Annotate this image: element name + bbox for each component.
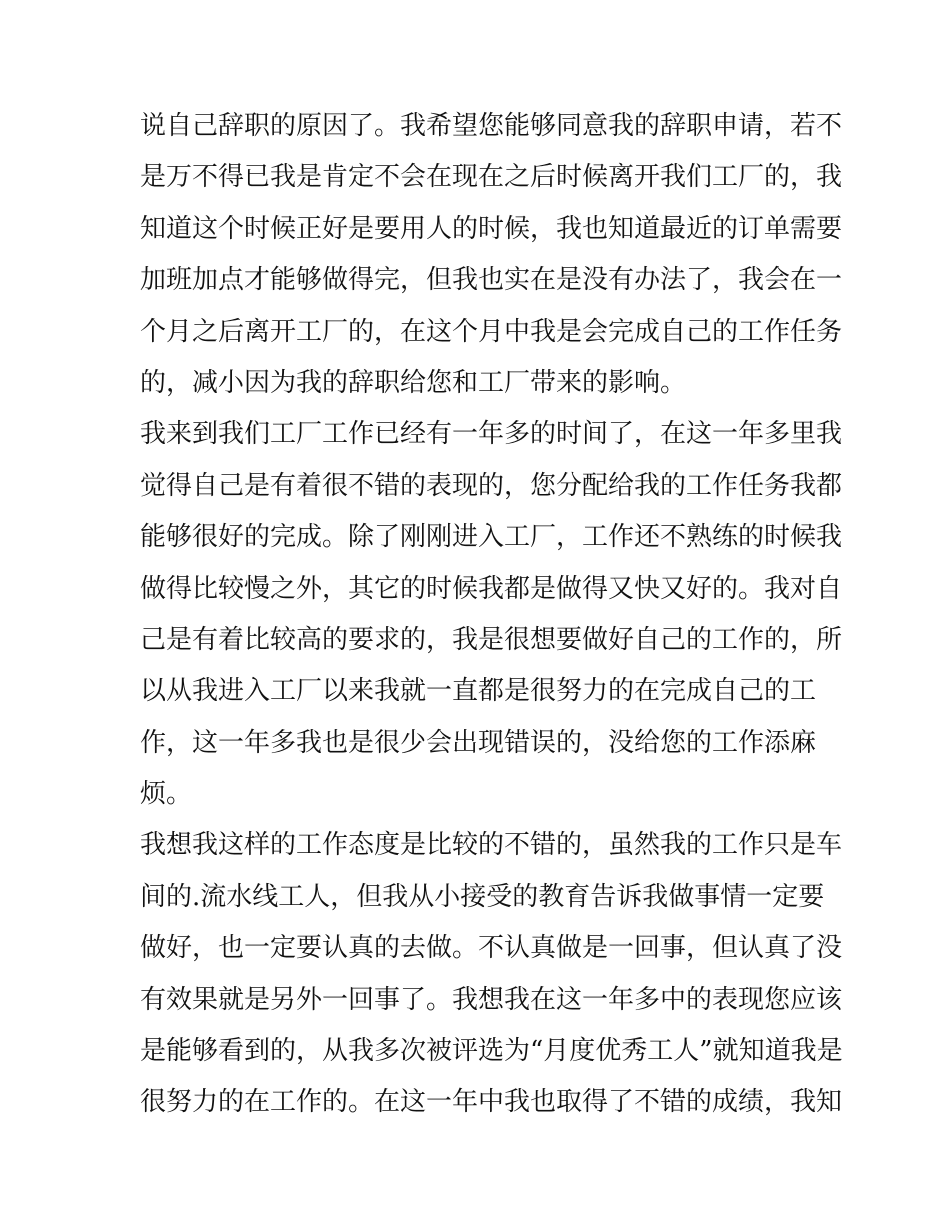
- text-line: 做得比较慢之外，其它的时候我都是做得又快又好的。我对自: [140, 573, 843, 604]
- text-line: 间的.流水线工人，但我从小接受的教育告诉我做事情一定要: [140, 881, 825, 912]
- text-line: 个月之后离开工厂的，在这个月中我是会完成自己的工作任务: [140, 316, 843, 347]
- text-line: 知道这个时候正好是要用人的时候，我也知道最近的订单需要: [140, 213, 843, 244]
- text-line: 我来到我们工厂工作已经有一年多的时间了，在这一年多里我: [140, 419, 843, 450]
- text-line: 有效果就是另外一回事了。我想我在这一年多中的表现您应该: [140, 984, 843, 1015]
- text-line: 己是有着比较高的要求的，我是很想要做好自己的工作的，所: [140, 624, 843, 655]
- text-line: 的，减小因为我的辞职给您和工厂带来的影响。: [140, 367, 687, 398]
- text-line: 是能够看到的，从我多次被评选为“月度优秀工人”就知道我是: [140, 1036, 843, 1067]
- body-text: [140, 101, 843, 1129]
- text-line: 以从我进入工厂以来我就一直都是很努力的在完成自己的工: [140, 676, 817, 707]
- text-line: 是万不得已我是肯定不会在现在之后时候离开我们工厂的，我: [140, 162, 843, 193]
- text-line: 觉得自己是有着很不错的表现的，您分配给我的工作任务我都: [140, 470, 843, 501]
- text-line: 作，这一年多我也是很少会出现错误的，没给您的工作添麻: [140, 727, 817, 758]
- text-line: 我想我这样的工作态度是比较的不错的，虽然我的工作只是车: [140, 830, 843, 861]
- text-line: 加班加点才能够做得完，但我也实在是没有办法了，我会在一: [140, 265, 843, 296]
- text-line: 说自己辞职的原因了。我希望您能够同意我的辞职申请，若不: [140, 111, 843, 141]
- text-line: 能够很好的完成。除了刚刚进入工厂，工作还不熟练的时候我: [140, 522, 843, 553]
- text-line: 很努力的在工作的。在这一年中我也取得了不错的成绩，我知: [140, 1087, 843, 1118]
- text-line: 烦。: [140, 779, 193, 810]
- text-line: 做好，也一定要认真的去做。不认真做是一回事，但认真了没: [140, 933, 843, 964]
